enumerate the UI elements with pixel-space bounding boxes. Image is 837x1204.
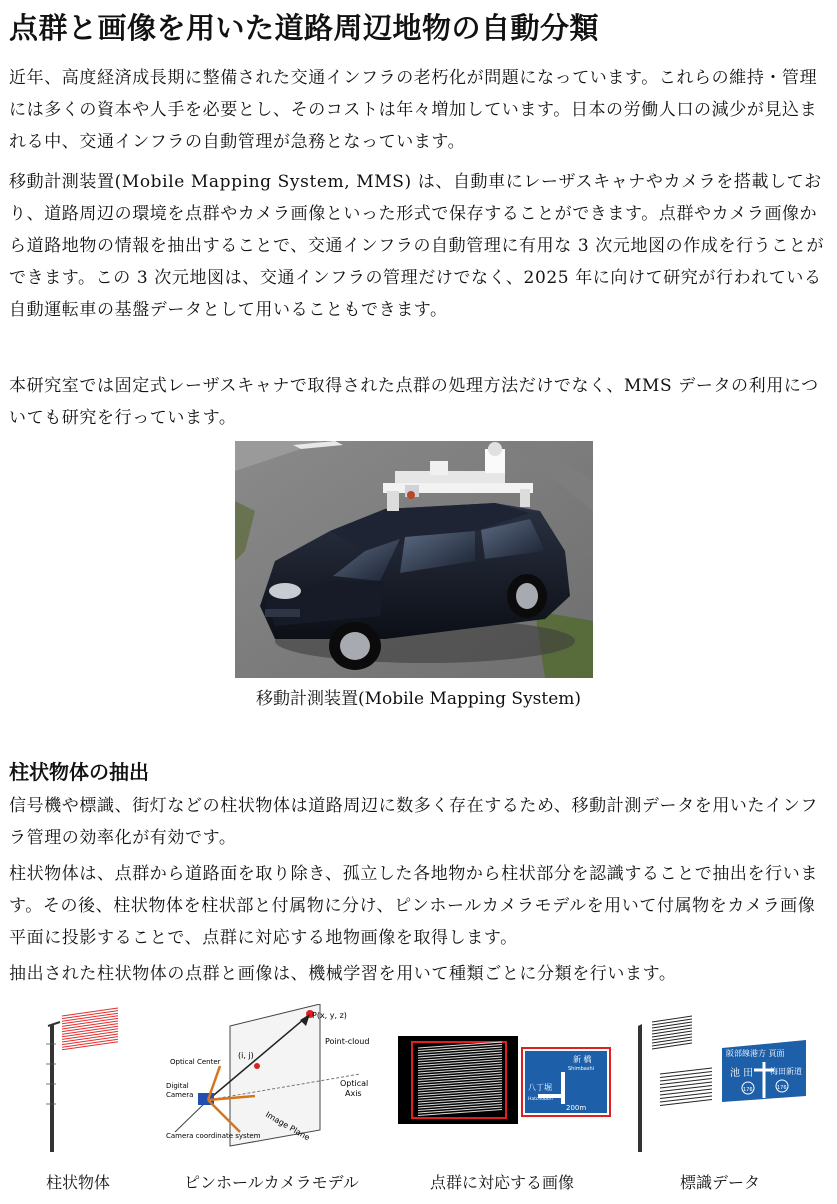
optical-axis-label-2: Axis [345,1089,362,1098]
photo-caption: 移動計測装置(Mobile Mapping System) [255,689,582,709]
sign1-dist: 200m [566,1104,587,1112]
section-heading: 柱状物体の抽出 [9,760,149,784]
sign1-left-romaji: Hatchobori [528,1097,553,1102]
intro-paragraph-1: 近年、高度経済成長期に整備された交通インフラの老朽化が問題になっています。これらの維持・管理には多くの資本や人手を必要とし、そのコストは年々増加しています。日本の労働人口の減少が見込まれる中、交通インフラの自動管理が急務となっています。 [9,68,818,152]
sign2-left: 池 田 [730,1068,754,1079]
sign2-route-b: 176 [777,1085,787,1091]
intro-paragraph-2: 移動計測装置(Mobile Mapping System, MMS) は、自動車にレーザスキャナやカメラを搭載しており、道路周辺の環境を点群やカメラ画像といった形式で保存することができます。点群やカメラ画像から道路地物の情報を抽出することで、交通インフラの自動管理に有用な 3 次元地図の作成を行うことができます。この 3 次元地図は、交通インフラの管理だけでなく、2025 年に向けて研究が行われている自動運転車の基盤データとして用いることもできます。 [9,172,825,320]
digital-label: Digital [166,1082,189,1090]
pinhole-camera-figure [160,1004,375,1154]
pole-object-figure [40,1004,125,1154]
pinhole-caption: ピンホールカメラモデル [184,1173,359,1192]
image-plane-label: Image Plane [264,1109,312,1143]
optical-axis-label-1: Optical [340,1079,369,1088]
point-cloud-label: Point-cloud [325,1037,370,1046]
mms-vehicle-photo [235,441,593,678]
corresponding-image-figure [398,1004,614,1154]
point-label: P(x, y, z) [312,1011,347,1020]
sign2-right: 梅田新道 [770,1067,802,1076]
intro-paragraph-3: 本研究室では固定式レーザスキャナで取得された点群の処理方法だけでなく、MMS データの利用についても研究を行っています。 [9,376,819,428]
sign2-route-a: 176 [743,1087,753,1093]
sign-data-caption: 標識データ [680,1173,761,1192]
section-paragraph-1: 信号機や標識、街灯などの柱状物体は道路周辺に数多く存在するため、移動計測データを用いたインフラ管理の効率化が有効です。 [9,796,818,848]
sign2-top: 阪部線港方 頁面 [726,1049,785,1058]
optical-center-label: Optical Center [170,1058,221,1066]
sign1-left: 八丁堀 [528,1083,552,1092]
page-title: 点群と画像を用いた道路周辺地物の自動分類 [9,11,600,45]
section-paragraph-2: 柱状物体は、点群から道路面を取り除き、孤立した各地物から柱状部分を認識することで抽出を行います。その後、柱状物体を柱状部と付属物に分け、ピンホールカメラモデルを用いて付属物をカメラ画像平面に投影することで、点群に対応する地物画像を取得します。 [9,864,818,948]
sign1-romaji: Shimbashi [568,1066,595,1072]
sign1-kanji: 新 橋 [573,1055,592,1064]
camera-coord-label: Camera coordinate system [166,1132,261,1140]
section-paragraph-3: 抽出された柱状物体の点群と画像は、機械学習を用いて種類ごとに分類を行います。 [9,964,677,984]
ij-label: (i, j) [238,1051,254,1060]
camera-label: Camera [166,1091,194,1099]
pole-caption: 柱状物体 [46,1173,111,1192]
corresponding-image-caption: 点群に対応する画像 [430,1173,575,1192]
sign-data-figure [630,1004,810,1154]
